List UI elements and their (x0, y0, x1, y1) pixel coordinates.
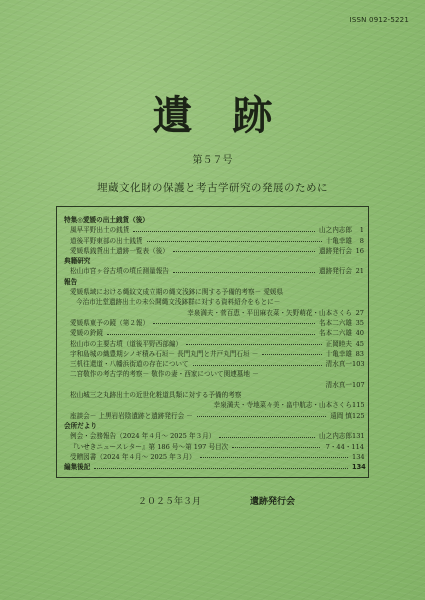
publication-date: ２０２５年３月 (138, 497, 202, 507)
toc-section-heading (64, 462, 364, 472)
toc-entry (64, 411, 364, 421)
toc-section-heading (64, 256, 364, 266)
toc-entry-title: 松山市の主要古墳（道後平野西部編） (70, 339, 183, 348)
toc-entry-page: 21 (355, 267, 364, 276)
toc-entry-title: 座談会－ 上黒岩岩陰遺跡と遺跡発行会 － (70, 411, 193, 420)
table-of-contents (64, 215, 364, 472)
toc-dot-leader (186, 344, 322, 345)
toc-entry (64, 236, 364, 246)
toc-entry-author: 名本二六雄 (319, 329, 352, 338)
issn-number: ISSN 0912-5221 (349, 16, 409, 24)
toc-entry-page: 134 (352, 452, 365, 461)
toc-entry (64, 452, 364, 462)
toc-entry-page: 35 (355, 318, 364, 327)
toc-entry-title: 典籍研究 (64, 257, 91, 266)
toc-entry-author: 遺跡発行会 (319, 246, 352, 255)
journal-title: 遺跡 (152, 93, 313, 139)
toc-dot-leader (153, 323, 315, 324)
toc-entry-page: 40 (355, 329, 364, 338)
toc-dot-leader (173, 251, 315, 252)
toc-entry (64, 369, 364, 379)
toc-entry (64, 297, 364, 307)
toc-entry-page: 107 (352, 380, 365, 389)
toc-entry (64, 287, 364, 297)
toc-entry (64, 266, 364, 276)
toc-entry (64, 225, 364, 235)
toc-entry-page: 134 (352, 463, 366, 472)
toc-entry-title: 特集◎愛媛の出土銭貨（後） (64, 216, 149, 224)
toc-entry (64, 400, 364, 410)
toc-entry-author: 十亀幸雄 (325, 349, 352, 358)
toc-entry-author: 山之内志郎 (319, 432, 352, 441)
toc-entry (64, 380, 364, 390)
toc-dot-leader (219, 437, 315, 438)
toc-entry-title: 二宮敬作の考古学的考察－ 敬作の妻・西家について関連墓地 － (70, 370, 259, 379)
toc-entry-title: 受贈図書（2024 年４月～ 2025 年３月） (70, 452, 196, 461)
toc-entry (64, 339, 364, 349)
toc-entry-author: 遺跡発行会 (319, 267, 352, 276)
toc-dot-leader (197, 416, 326, 417)
toc-entry (64, 442, 364, 452)
toc-dot-leader (173, 272, 315, 273)
toc-entry-page: 115 (352, 401, 365, 410)
toc-entry-author: 清水真一 (325, 360, 352, 369)
toc-dot-leader (94, 468, 348, 469)
toc-entry-title: 三机往還道・八幡浜街道の存在について (70, 360, 189, 369)
toc-entry-title: 愛媛県東予の鏡（第２報） (70, 318, 150, 327)
toc-entry-page: 1 (359, 226, 364, 235)
toc-entry-title: 松山城三之丸跡出土の近世化粧道具類に対する予備的考察 (70, 391, 242, 400)
toc-dot-leader (193, 365, 322, 366)
toc-entry-title: 会所だより (64, 421, 97, 430)
toc-entry (64, 390, 364, 400)
toc-entry-author: 十亀幸雄 (325, 236, 352, 245)
toc-entry-title: 幸泉満夫・寺地菜々美・畠中航志・山本さくら (213, 401, 352, 410)
toc-entry-page: 16 (355, 246, 364, 255)
toc-entry-title: 愛媛県銭貨出土遺跡一覧表（後） (70, 246, 169, 255)
toc-entry-author: 山之内志郎 (319, 226, 352, 235)
toc-entry-title: 道後平野東部の出土銭貨 (70, 236, 143, 245)
toc-entry-page: 103 (352, 360, 365, 369)
toc-entry (64, 359, 364, 369)
toc-entry-title: 宇和島城の織豊期シノギ積み石垣－ 長門丸門と井戸丸門石垣 － (70, 349, 259, 358)
toc-entry-page: 125 (352, 411, 365, 420)
toc-entry-page: 27 (355, 308, 364, 317)
toc-section-heading (64, 277, 364, 287)
toc-dot-leader (133, 231, 315, 232)
toc-dot-leader (107, 334, 315, 335)
toc-entry-title: 愛媛県域における縄紋文成立期の縄文浅鉢に関する予備的考察－ 愛媛県 (70, 288, 284, 297)
toc-entry-title: 愛媛の鈴鏡 (70, 329, 103, 338)
toc-entry-page: 8 (359, 236, 364, 245)
toc-entry-title: 今治市辻堂遺跡出土の未公開縄文浅鉢群に対する資料紹介をもとに－ (76, 298, 281, 307)
toc-section-heading (64, 215, 364, 225)
toc-entry-page: 7・44・114 (325, 442, 364, 451)
toc-entry-title: 幸泉満夫・菅百恵・平田麻衣菜・矢野萌花・山本さくら (187, 308, 352, 317)
toc-dot-leader (147, 241, 322, 242)
publisher-name: 遺跡発行会 (250, 497, 296, 507)
issue-number: 第５７号 (192, 155, 233, 166)
toc-entry-title: 報告 (64, 277, 78, 286)
toc-entry-title: 風早平野出土の銭貨 (70, 226, 130, 235)
toc-entry (64, 349, 364, 359)
toc-dot-leader (200, 457, 348, 458)
toc-entry-title: 例会・会務報告（2024 年４月～ 2025 年３月） (70, 432, 216, 441)
toc-entry-author: 名本二六雄 (319, 318, 352, 327)
toc-entry-title: 松山市宮ヶ谷古墳の墳丘測量報告 (70, 267, 169, 276)
toc-entry-author: 遠岡 慎 (330, 411, 352, 420)
toc-entry (64, 308, 364, 318)
toc-entry-page: 131 (352, 432, 365, 441)
toc-entry-title: 編集後記 (64, 463, 91, 472)
toc-entry (64, 328, 364, 338)
toc-entry-author: 正岡睦夫 (325, 339, 352, 348)
toc-entry-title: 清水真一 (325, 380, 352, 389)
toc-dot-leader (262, 354, 322, 355)
toc-entry (64, 431, 364, 441)
journal-subtitle: 埋蔵文化財の保護と考古学研究の発展のために (97, 182, 328, 194)
toc-section-heading (64, 421, 364, 431)
toc-dot-leader (232, 447, 320, 448)
toc-entry (64, 318, 364, 328)
toc-entry (64, 246, 364, 256)
toc-entry-page: 83 (355, 349, 364, 358)
toc-entry-page: 45 (355, 339, 364, 348)
toc-entry-title: 『いせきニュースレター』第 186 号～第 197 号目次 (70, 442, 229, 451)
